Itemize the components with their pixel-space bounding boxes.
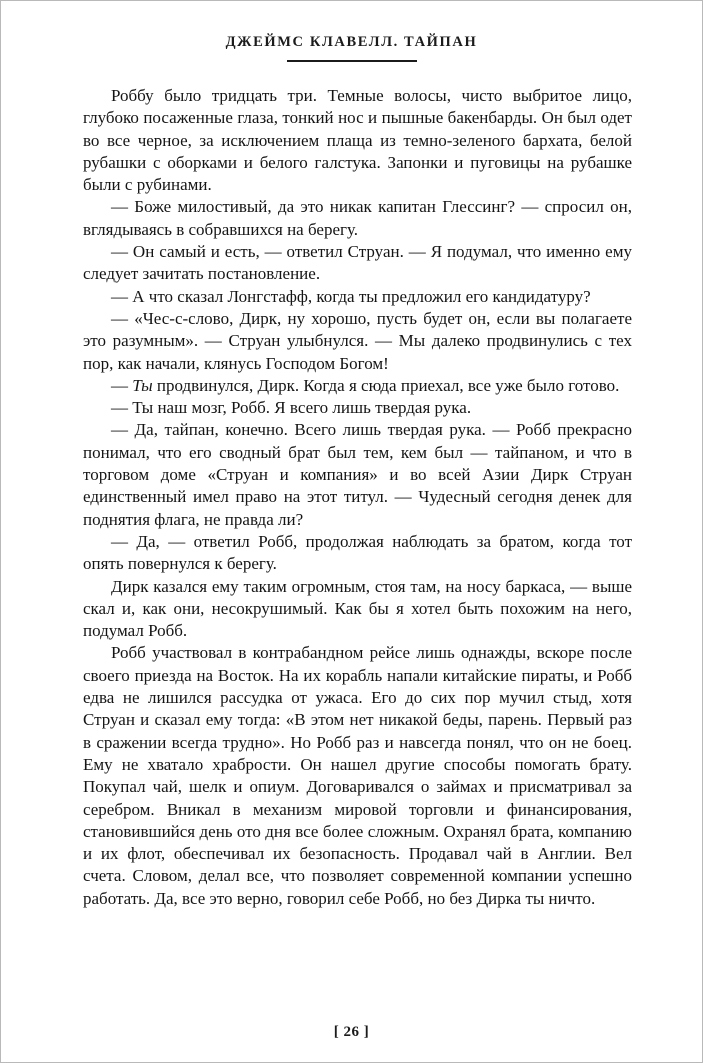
paragraph: [83, 85, 632, 196]
text-segment: — А что сказал Лонгстафф, когда ты предложил его кандидатуру?: [111, 286, 591, 306]
text-segment: продвинулся, Дирк. Когда я сюда приехал, все уже было готово.: [152, 375, 620, 395]
paragraph: [83, 308, 632, 375]
text-segment-italic: Ты: [132, 375, 153, 395]
page-body: [83, 85, 632, 910]
paragraph: [83, 642, 632, 910]
text-segment: — Боже милостивый, да это никак капитан Глессинг? — спросил он, вглядываясь в собравшихся на берегу.: [83, 197, 632, 239]
text-segment: — Да, — ответил Робб, продолжая наблюдать за братом, когда тот опять повернулся к берегу.: [83, 531, 632, 574]
paragraph: [83, 286, 632, 308]
running-head: ДЖЕЙМС КЛАВЕЛЛ. ТАЙПАН: [225, 34, 478, 50]
text-segment: Роббу было тридцать три. Темные волосы, чисто выбритое лицо, глубоко посаженные глаза, тонкий нос и пышные бакенбарды. Он был одет во все черное, за исключением плаща из темно-зеленого бархата, белой рубашки с оборками и белого галстука. Запонки и пуговицы на рубашке были с рубинами.: [83, 86, 632, 195]
paragraph: [83, 576, 632, 643]
paragraph: [83, 241, 632, 286]
paragraph: [83, 196, 632, 241]
text-segment: —: [111, 375, 133, 395]
paragraph: [83, 419, 632, 530]
text-segment: Робб участвовал в контрабандном рейсе лишь однажды, вскоре после своего приезда на Восток. На их корабль напали китайские пираты, и Робб едва не лишился рассудка от ужаса. Его до сих пор мучил стыд, хотя Струан и сказал ему тогда: «В этом нет никакой беды, парень. Первый раз в сражении всегда трудно». Но Робб раз и навсегда понял, что он не боец. Ему не хватало храбрости. Он нашел другие способы помогать брату. Покупал чай, шелк и опиум. Договаривался о займах и присматривал за серебром. Вникал в механизм мировой торговли и финансирования, становившийся день ото дня все более сложным. Охранял брата, компанию и их флот, обеспечивал их безопасность. Продавал чай в Англии. Вел счета. Словом, делал все, что позволяет современной компании успешно работать. Да, все это верно, говорил себе Робб, но без Дирка ты ничто.: [83, 643, 632, 908]
paragraph: [83, 531, 632, 576]
text-segment: — Ты наш мозг, Робб. Я всего лишь твердая рука.: [111, 398, 472, 418]
page-number: [ 26 ]: [333, 1024, 370, 1040]
text-segment: — Да, тайпан, конечно. Всего лишь твердая рука. — Робб прекрасно понимал, что его сводный брат был тем, кем был — тайпаном, и что в торговом доме «Струан и компания» и во всей Азии Дирк Струан единственный имел право на этот титул. — Чудесный сегодня денек для поднятия флага, не правда ли?: [83, 420, 632, 529]
header-rule: [287, 60, 417, 62]
paragraph: [83, 397, 632, 419]
text-segment: — «Чес-с-слово, Дирк, ну хорошо, пусть будет он, если вы полагаете это разумным». — Струан улыбнулся. — Мы далеко продвинулись с тех пор, как начали, клянусь Господом Богом!: [83, 308, 632, 373]
paragraph: [83, 375, 632, 397]
text-segment: — Он самый и есть, — ответил Струан. — Я подумал, что именно ему следует зачитать постановление.: [83, 242, 632, 284]
text-segment: Дирк казался ему таким огромным, стоя там, на носу баркаса, — выше скал и, как они, несокрушимый. Как бы я хотел быть похожим на него, подумал Робб.: [83, 576, 632, 641]
